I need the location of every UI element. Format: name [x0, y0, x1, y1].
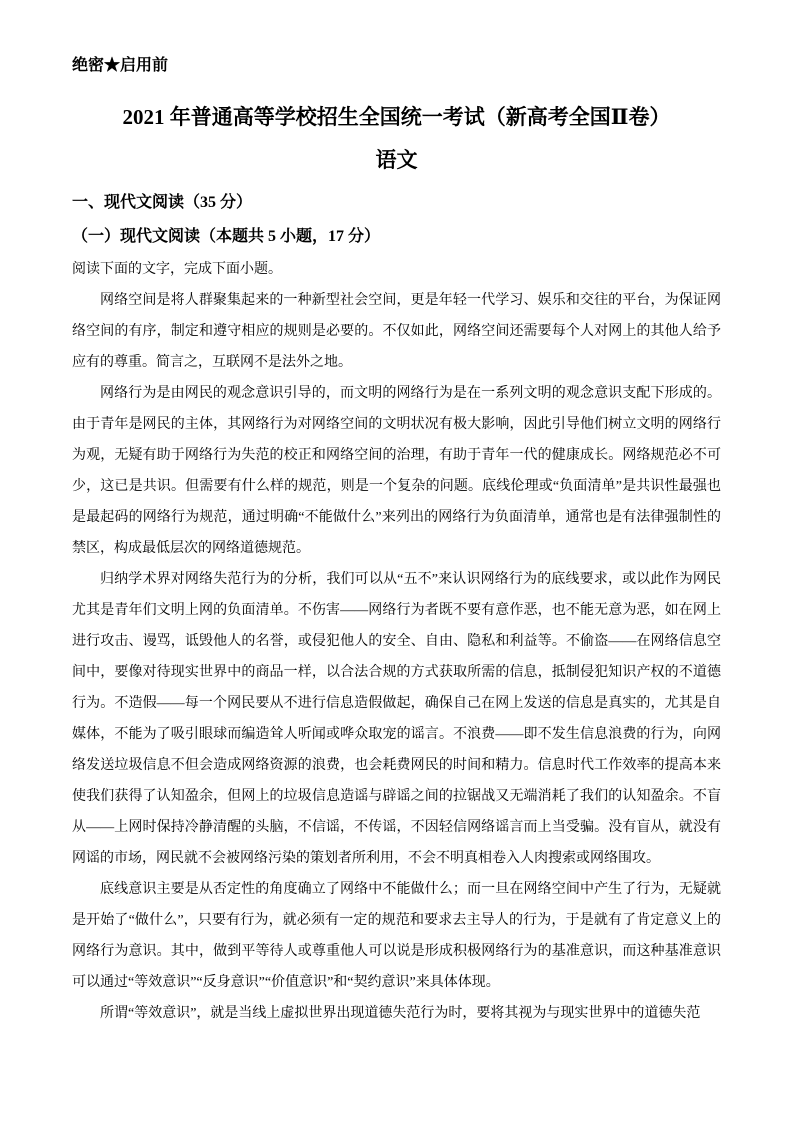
exam-title: 2021 年普通高等学校招生全国统一考试（新高考全国Ⅱ卷） [122, 105, 671, 129]
passage-paragraph: 网络行为是由网民的观念意识引导的，而文明的网络行为是在一系列文明的观念意识支配下形成的。由于青年是网民的主体，其网络行为对网络空间的文明状况有极大影响，因此引导他们树立文明的网络行为观，无疑有助于网络行为失范的校正和网络空间的治理，有助于青年一代的健康成长。网络规范必不可少，这已是共识。但需要有什么样的规范，则是一个复杂的问题。底线伦理或“负面清单”是共识性最强也是最起码的网络行为规范，通过明确“不能做什么”来列出的网络行为负面清单，通常也是有法律强制性的禁区，构成最低层次的网络道德规范。 [72, 386, 721, 556]
passage-paragraph: 归纳学术界对网络失范行为的分析，我们可以从“五不”来认识网络行为的底线要求，或以此作为网民尤其是青年们文明上网的负面清单。不伤害——网络行为者既不要有意作恶，也不能无意为恶，如在网上进行攻击、谩骂，诋毁他人的名誉，或侵犯他人的安全、自由、隐私和利益等。不偷盗——在网络信息空间中，要像对待现实世界中的商品一样，以合法合规的方式获取所需的信息，抵制侵犯知识产权的不道德行为。不造假——每一个网民要从不进行信息造假做起，确保自己在网上发送的信息是真实的，尤其是自媒体，不能为了吸引眼球而编造耸人听闻或哗众取宠的谣言。不浪费——即不发生信息浪费的行为，向网络发送垃圾信息不但会造成网络资源的浪费，也会耗费网民的时间和精力。信息时代工作效率的提高本来使我们获得了认知盈余，但网上的垃圾信息造谣与辟谣之间的拉锯战又无端消耗了我们的认知盈余。不盲从——上网时保持冷静清醒的头脑，不信谣，不传谣，不因轻信网络谣言而上当受骗。没有盲从，就没有网谣的市场，网民就不会被网络污染的策划者所利用，不会不明真相卷入人肉搜索或网络围攻。 [72, 572, 721, 866]
classification-notice: 绝密★启用前 [72, 57, 169, 74]
passage-paragraph: 网络空间是将人群聚集起来的一种新型社会空间，更是年轻一代学习、娱乐和交往的平台，为保证网络空间的有序，制定和遵守相应的规则是必要的。不仅如此，网络空间还需要每个人对网上的其他人给予应有的尊重。简言之，互联网不是法外之地。 [72, 293, 721, 370]
subject-title: 语文 [375, 148, 418, 172]
reading-instruction: 阅读下面的文字，完成下面小题。 [72, 262, 282, 277]
section-heading-modern-reading: 一、现代文阅读（35 分） [72, 194, 253, 211]
passage-paragraph: 所谓“等效意识”，就是当线上虚拟世界出现道德失范行为时，要将其视为与现实世界中的道德失范 [100, 1006, 701, 1021]
subsection-heading-modern-reading-1: （一）现代文阅读（本题共 5 小题，17 分） [72, 228, 381, 245]
reading-passage [72, 285, 721, 1029]
passage-paragraph: 底线意识主要是从否定性的角度确立了网络中不能做什么；而一旦在网络空间中产生了行为，无疑就是开始了“做什么”，只要有行为，就必须有一定的规范和要求去主导人的行为，于是就有了肯定意义上的网络行为意识。其中，做到平等待人或尊重他人可以说是形成积极网络行为的基准意识，而这种基准意识可以通过“等效意识”“反身意识”“价值意识”和“契约意识”来具体体现。 [72, 882, 721, 990]
